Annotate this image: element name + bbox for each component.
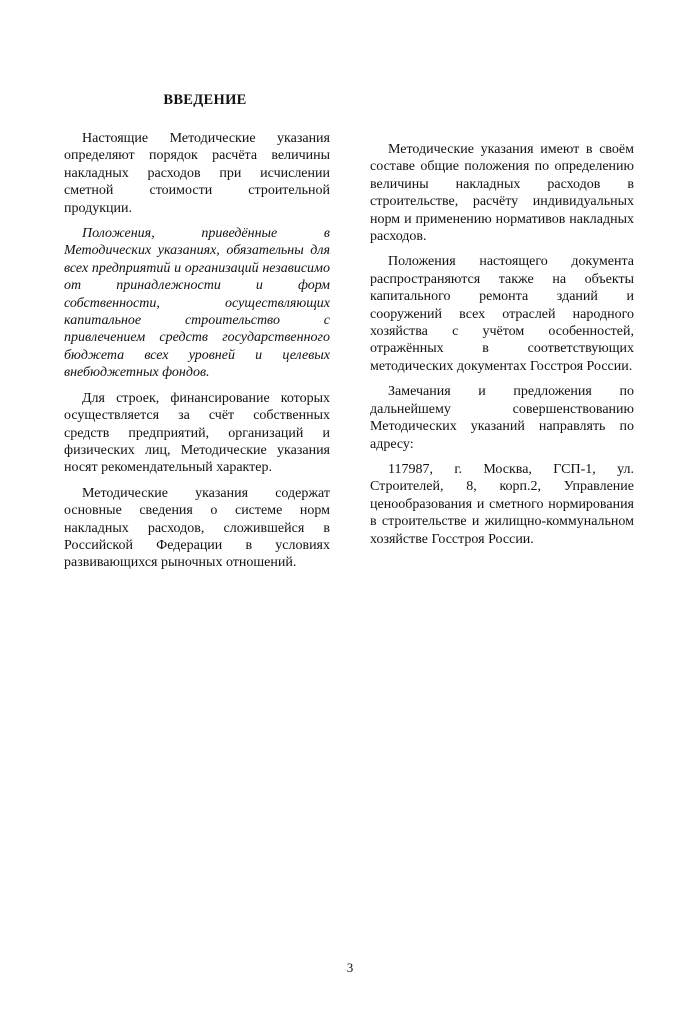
- page-title: ВВЕДЕНИЕ: [163, 92, 247, 108]
- paragraph-contents: Методические указания содержат основные сведения о системе норм накладных расходов, сложившейся в Российской Федерации в условиях развивающихся рыночных отношений.: [64, 485, 330, 571]
- right-column: [370, 141, 634, 556]
- paragraph-mandatory-scope: Положения, приведённые в Методических указаниях, обязательны для всех предприятий и организаций независимо от принадлежности и форм собственности, осуществляющих капитальное строительство с привлечением средств государственного бюджета всех уровней и целевых внебюджетных фондов.: [64, 226, 330, 381]
- left-column: [64, 130, 330, 580]
- paragraph-recommendatory: Для строек, финансирование которых осуществляется за счёт собственных средств предприятий, организаций и физических лиц, Методические указания носят рекомендательный характер.: [64, 390, 330, 476]
- paragraph-capital-repair: Положения настоящего документа распространяются также на объекты капитального ремонта зданий и сооружений всех отраслей народного хозяйства с учётом особенностей, отражённых в соответствующих методических документах Госстроя России.: [370, 254, 634, 374]
- paragraph-feedback: Замечания и предложения по дальнейшему совершенствованию Методических указаний направлять по адресу:: [370, 384, 634, 452]
- paragraph-composition: Методические указания имеют в своём составе общие положения по определению величины накладных расходов в строительстве, расчёту индивидуальных норм и применению нормативов накладных расходов.: [370, 142, 634, 245]
- paragraph-intro: Настоящие Методические указания определяют порядок расчёта величины накладных расходов при исчислении сметной стоимости строительной продукции.: [64, 131, 330, 216]
- page-number: 3: [346, 960, 354, 975]
- paragraph-address: 117987, г. Москва, ГСП-1, ул. Строителей, 8, корп.2, Управление ценообразования и сметного нормирования в строительстве и жилищно-коммунальном хозяйстве Госстроя России.: [370, 461, 634, 547]
